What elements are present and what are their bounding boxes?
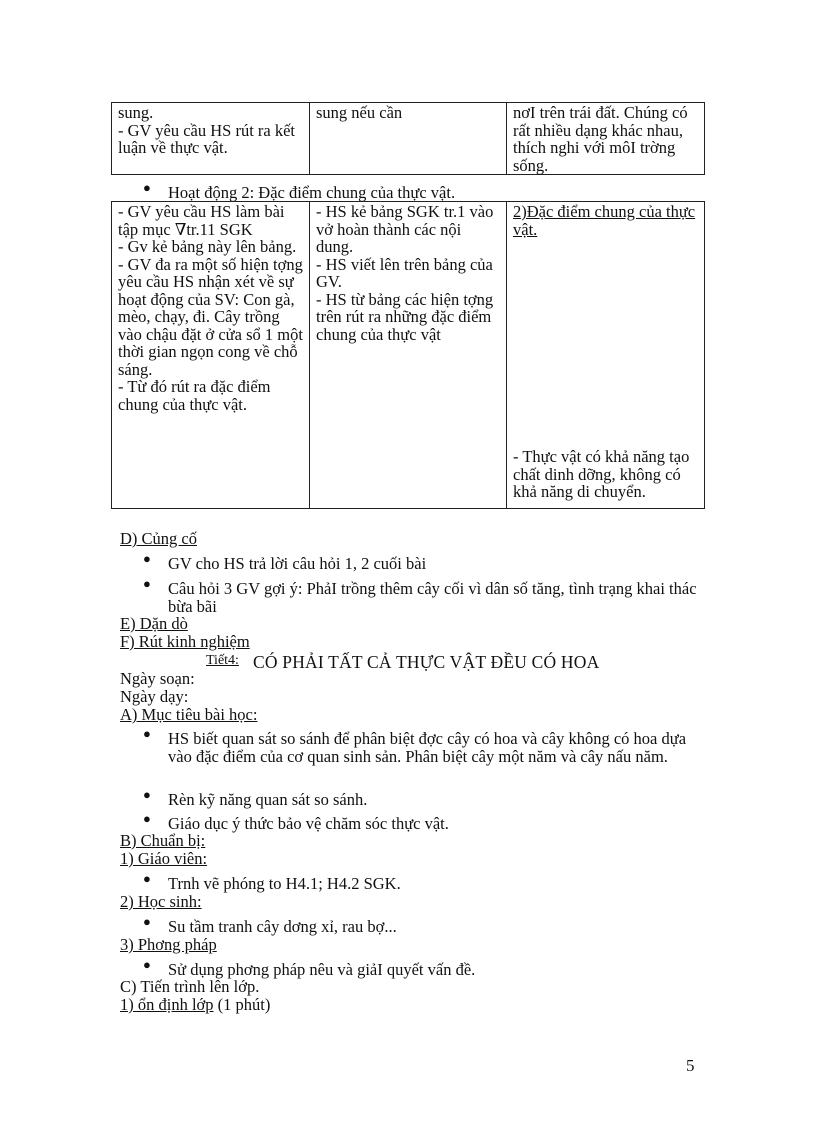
section-b-heading: B) Chuẩn bị: xyxy=(120,831,206,850)
class-setup-line xyxy=(120,996,270,1014)
teacher-prep-heading: 1) Giáo viên: xyxy=(120,849,208,868)
bullet-icon: ● xyxy=(143,957,151,972)
bullet-icon: ● xyxy=(143,914,151,929)
class-setup-duration: (1 phút) xyxy=(217,995,271,1014)
bullet-icon: ● xyxy=(143,871,151,886)
table-cell-content xyxy=(507,202,705,509)
list-item: Trnh vẽ phóng to H4.1; H4.2 SGK. xyxy=(168,874,401,893)
bullet-icon: ● xyxy=(143,726,151,741)
lesson-title: CÓ PHẢI TẤT CẢ THỰC VẬT ĐỀU CÓ HOA xyxy=(253,652,600,672)
table-cell-student: sung nếu cần xyxy=(310,103,507,175)
section-f-heading: F) Rút kinh nghiệm xyxy=(120,632,250,651)
section-e-heading: E) Dặn dò xyxy=(120,614,188,633)
list-item: GV cho HS trả lời câu hỏi 1, 2 cuối bài xyxy=(168,554,427,573)
bullet-icon: ● xyxy=(143,811,151,826)
student-prep-heading: 2) Học sinh: xyxy=(120,892,202,911)
bullet-icon: ● xyxy=(143,551,151,566)
continued-table xyxy=(111,102,705,175)
bullet-icon: ● xyxy=(143,180,151,195)
activity-table xyxy=(111,201,705,509)
table-cell-student: - HS kẻ bảng SGK tr.1 vào vở hoàn thành các nội dung. - HS viết lên trên bảng của GV. - HS từ bảng các hiện tợng trên rút ra những đặc điểm chung của thực vật xyxy=(310,202,507,509)
list-item: Giáo dục ý thức bảo vệ chăm sóc thực vật. xyxy=(168,814,449,833)
section-c-heading: C) Tiến trình lên lớp. xyxy=(120,977,260,996)
table-cell-teacher: - GV yêu cầu HS làm bài tập mục ∇tr.11 SGK - Gv kẻ bảng này lên bảng. - GV đa ra một số hiện tợng yêu cầu HS nhận xét về sự hoạt động của SV: Con gà, mèo, chạy, đi. Cây trồng vào chậu đặt ở cửa sổ 1 một thời gian ngọn cong về chỗ sáng. - Từ đó rút ra đặc điểm chung của thực vật. xyxy=(112,202,310,509)
activity-heading: Hoạt động 2: Đặc điểm chung của thực vật. xyxy=(168,183,456,202)
bullet-icon: ● xyxy=(143,787,151,802)
prep-date: Ngày soạn: xyxy=(120,669,195,688)
page-number: 5 xyxy=(686,1056,695,1075)
content-heading: 2)Đặc điểm chung của thực vật. xyxy=(513,202,696,239)
table-cell-teacher: sung. - GV yêu cầu HS rút ra kết luận về thực vật. xyxy=(112,103,310,175)
bullet-icon: ● xyxy=(143,576,151,591)
lesson-label: Tiết4: xyxy=(206,653,239,668)
list-item: Su tầm tranh cây dơng xỉ, rau bợ... xyxy=(168,917,397,936)
table-cell-content: nơI trên trái đất. Chúng có rất nhiều dạng khác nhau, thích nghi với môI trờng sống. xyxy=(507,103,705,175)
list-item: HS biết quan sát so sánh để phân biệt đợc cây có hoa và cây không có hoa dựa vào đặc điểm của cơ quan sinh sản. Phân biệt cây một năm và cây nấu năm. xyxy=(168,729,687,766)
method-heading: 3) Phơng pháp xyxy=(120,935,217,954)
class-setup-heading: 1) ổn định lớp xyxy=(120,995,214,1014)
table-row xyxy=(112,103,705,175)
list-item: Rèn kỹ năng quan sát so sánh. xyxy=(168,790,368,809)
section-a-heading: A) Mục tiêu bài học: xyxy=(120,705,258,724)
content-body: - Thực vật có khả năng tạo chất dinh dỡng, không có khả năng di chuyển. xyxy=(513,447,690,501)
list-item: Câu hỏi 3 GV gợi ý: PhảI trồng thêm cây cối vì dân số tăng, tình trạng khai thác bừa bãi xyxy=(168,579,697,616)
list-item: Sử dụng phơng pháp nêu và giảI quyết vấn đề. xyxy=(168,960,476,979)
teach-date: Ngày dạy: xyxy=(120,687,189,706)
section-d-heading: D) Củng cố xyxy=(120,529,197,548)
table-row xyxy=(112,202,705,509)
